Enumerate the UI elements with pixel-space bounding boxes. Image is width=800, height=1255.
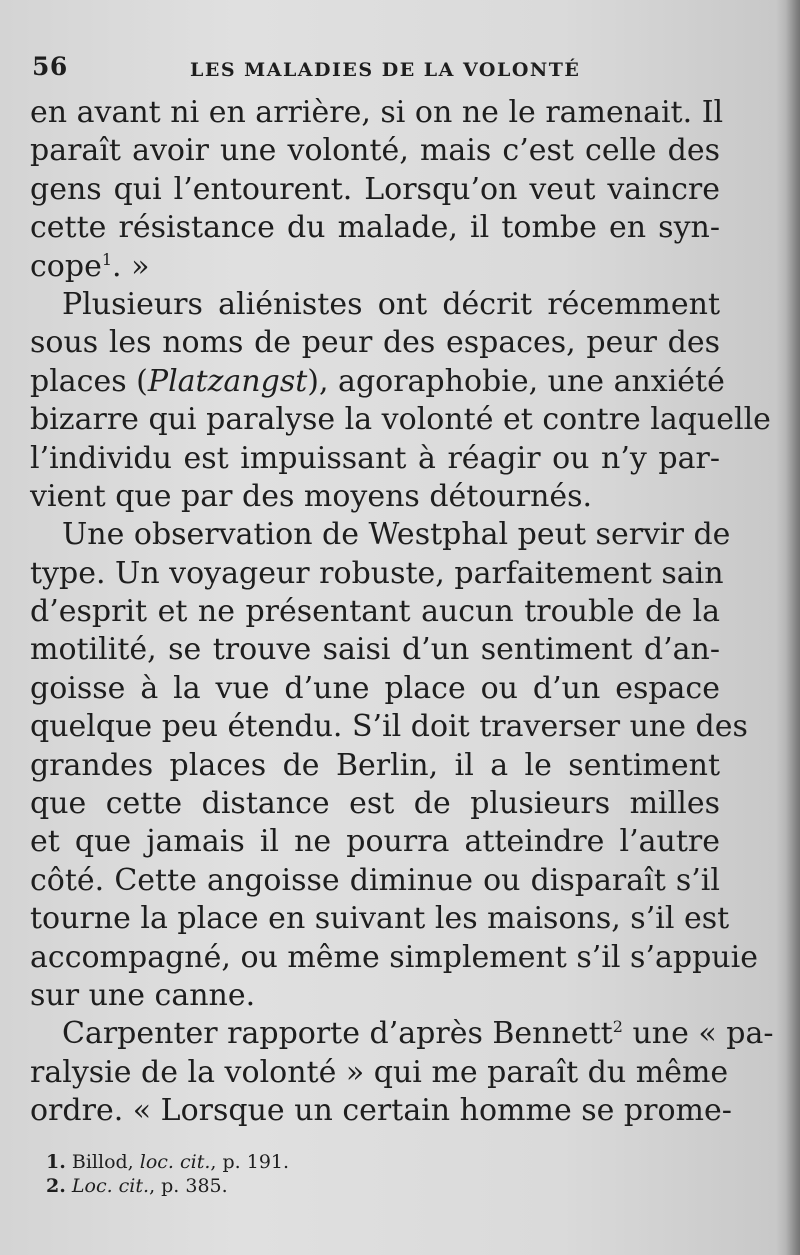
text-line: vient que par des moyens détournés. [30, 478, 593, 514]
footnote-page: , p. 385. [149, 1175, 228, 1197]
text-line: que cette distance est de plusieurs milles [30, 786, 720, 822]
paragraph-start-line: Plusieurs aliénistes ont décrit récemment [62, 286, 720, 322]
text-line: ralysie de la volonté » qui me paraît du même [30, 1054, 729, 1090]
italic-term: Platzangst [147, 363, 308, 399]
page-header [32, 52, 722, 88]
text-line: motilité, se trouve saisi d’un sentiment d’an- [30, 632, 720, 668]
text-line: bizarre qui paralyse la volonté et contre laquelle [30, 402, 771, 438]
page-edge-shadow [786, 0, 800, 1255]
text-line: côté. Cette angoisse diminue ou disparaît s’il [30, 862, 720, 898]
text-line: d’esprit et ne présentant aucun trouble de la [30, 594, 720, 630]
footnote-2 [46, 1174, 646, 1198]
running-title: LES MALADIES DE LA VOLONTÉ [190, 59, 581, 81]
text-line: accompagné, ou même simplement s’il s’appuie [30, 939, 758, 975]
body-text [30, 94, 774, 1131]
line-text: cope [30, 248, 102, 284]
line-text: une « pa- [632, 1016, 774, 1052]
footnote-ref: 1 [101, 249, 113, 269]
text-line: tourne la place en suivant les maisons, s’il est [30, 901, 730, 937]
text-line: quelque peu étendu. S’il doit traverser une des [30, 709, 748, 745]
footnote-citation: loc. cit. [139, 1151, 211, 1173]
line-text: ), agoraphobie, une anxiété [307, 363, 725, 399]
text-line: l’individu est impuissant à réagir ou n’y par- [30, 440, 720, 476]
text-line: gens qui l’entourent. Lorsqu’on veut vaincre [30, 171, 720, 207]
paragraph-start-line [30, 1015, 774, 1053]
footnote-page: , p. 191. [210, 1151, 290, 1173]
footnote-citation: Loc. cit. [71, 1175, 150, 1197]
line-text: places ( [30, 363, 148, 399]
footnote-author: Billod, [71, 1151, 140, 1173]
text-line: en avant ni en arrière, si on ne le ramenait. Il [30, 95, 724, 130]
page-number: 56 [32, 52, 68, 81]
footnote-number: 1. [46, 1151, 66, 1173]
text-line: ordre. « Lorsque un certain homme se prome- [30, 1093, 732, 1129]
text-line: et que jamais il ne pourra atteindre l’autre [30, 824, 720, 860]
paragraph-start-line: Une observation de Westphal peut servir de [62, 517, 731, 553]
text-line: type. Un voyageur robuste, parfaitement sain [30, 555, 724, 591]
text-line [30, 248, 720, 286]
text-line: cette résistance du malade, il tombe en syn- [30, 210, 720, 246]
text-line: paraît avoir une volonté, mais c’est celle des [30, 133, 720, 169]
text-line: goisse à la vue d’une place ou d’un espace [30, 670, 720, 706]
footnotes [46, 1150, 646, 1198]
footnote-number: 2. [46, 1175, 66, 1197]
text-line [30, 363, 725, 401]
line-text: Carpenter rapporte d’après Bennett [62, 1016, 613, 1052]
text-line: sur une canne. [30, 977, 256, 1013]
footnote-1 [46, 1150, 646, 1174]
text-line: grandes places de Berlin, il a le sentiment [30, 747, 720, 783]
footnote-ref: 2 [612, 1017, 623, 1037]
text-line: sous les noms de peur des espaces, peur des [30, 325, 720, 361]
line-text: . » [112, 248, 150, 284]
